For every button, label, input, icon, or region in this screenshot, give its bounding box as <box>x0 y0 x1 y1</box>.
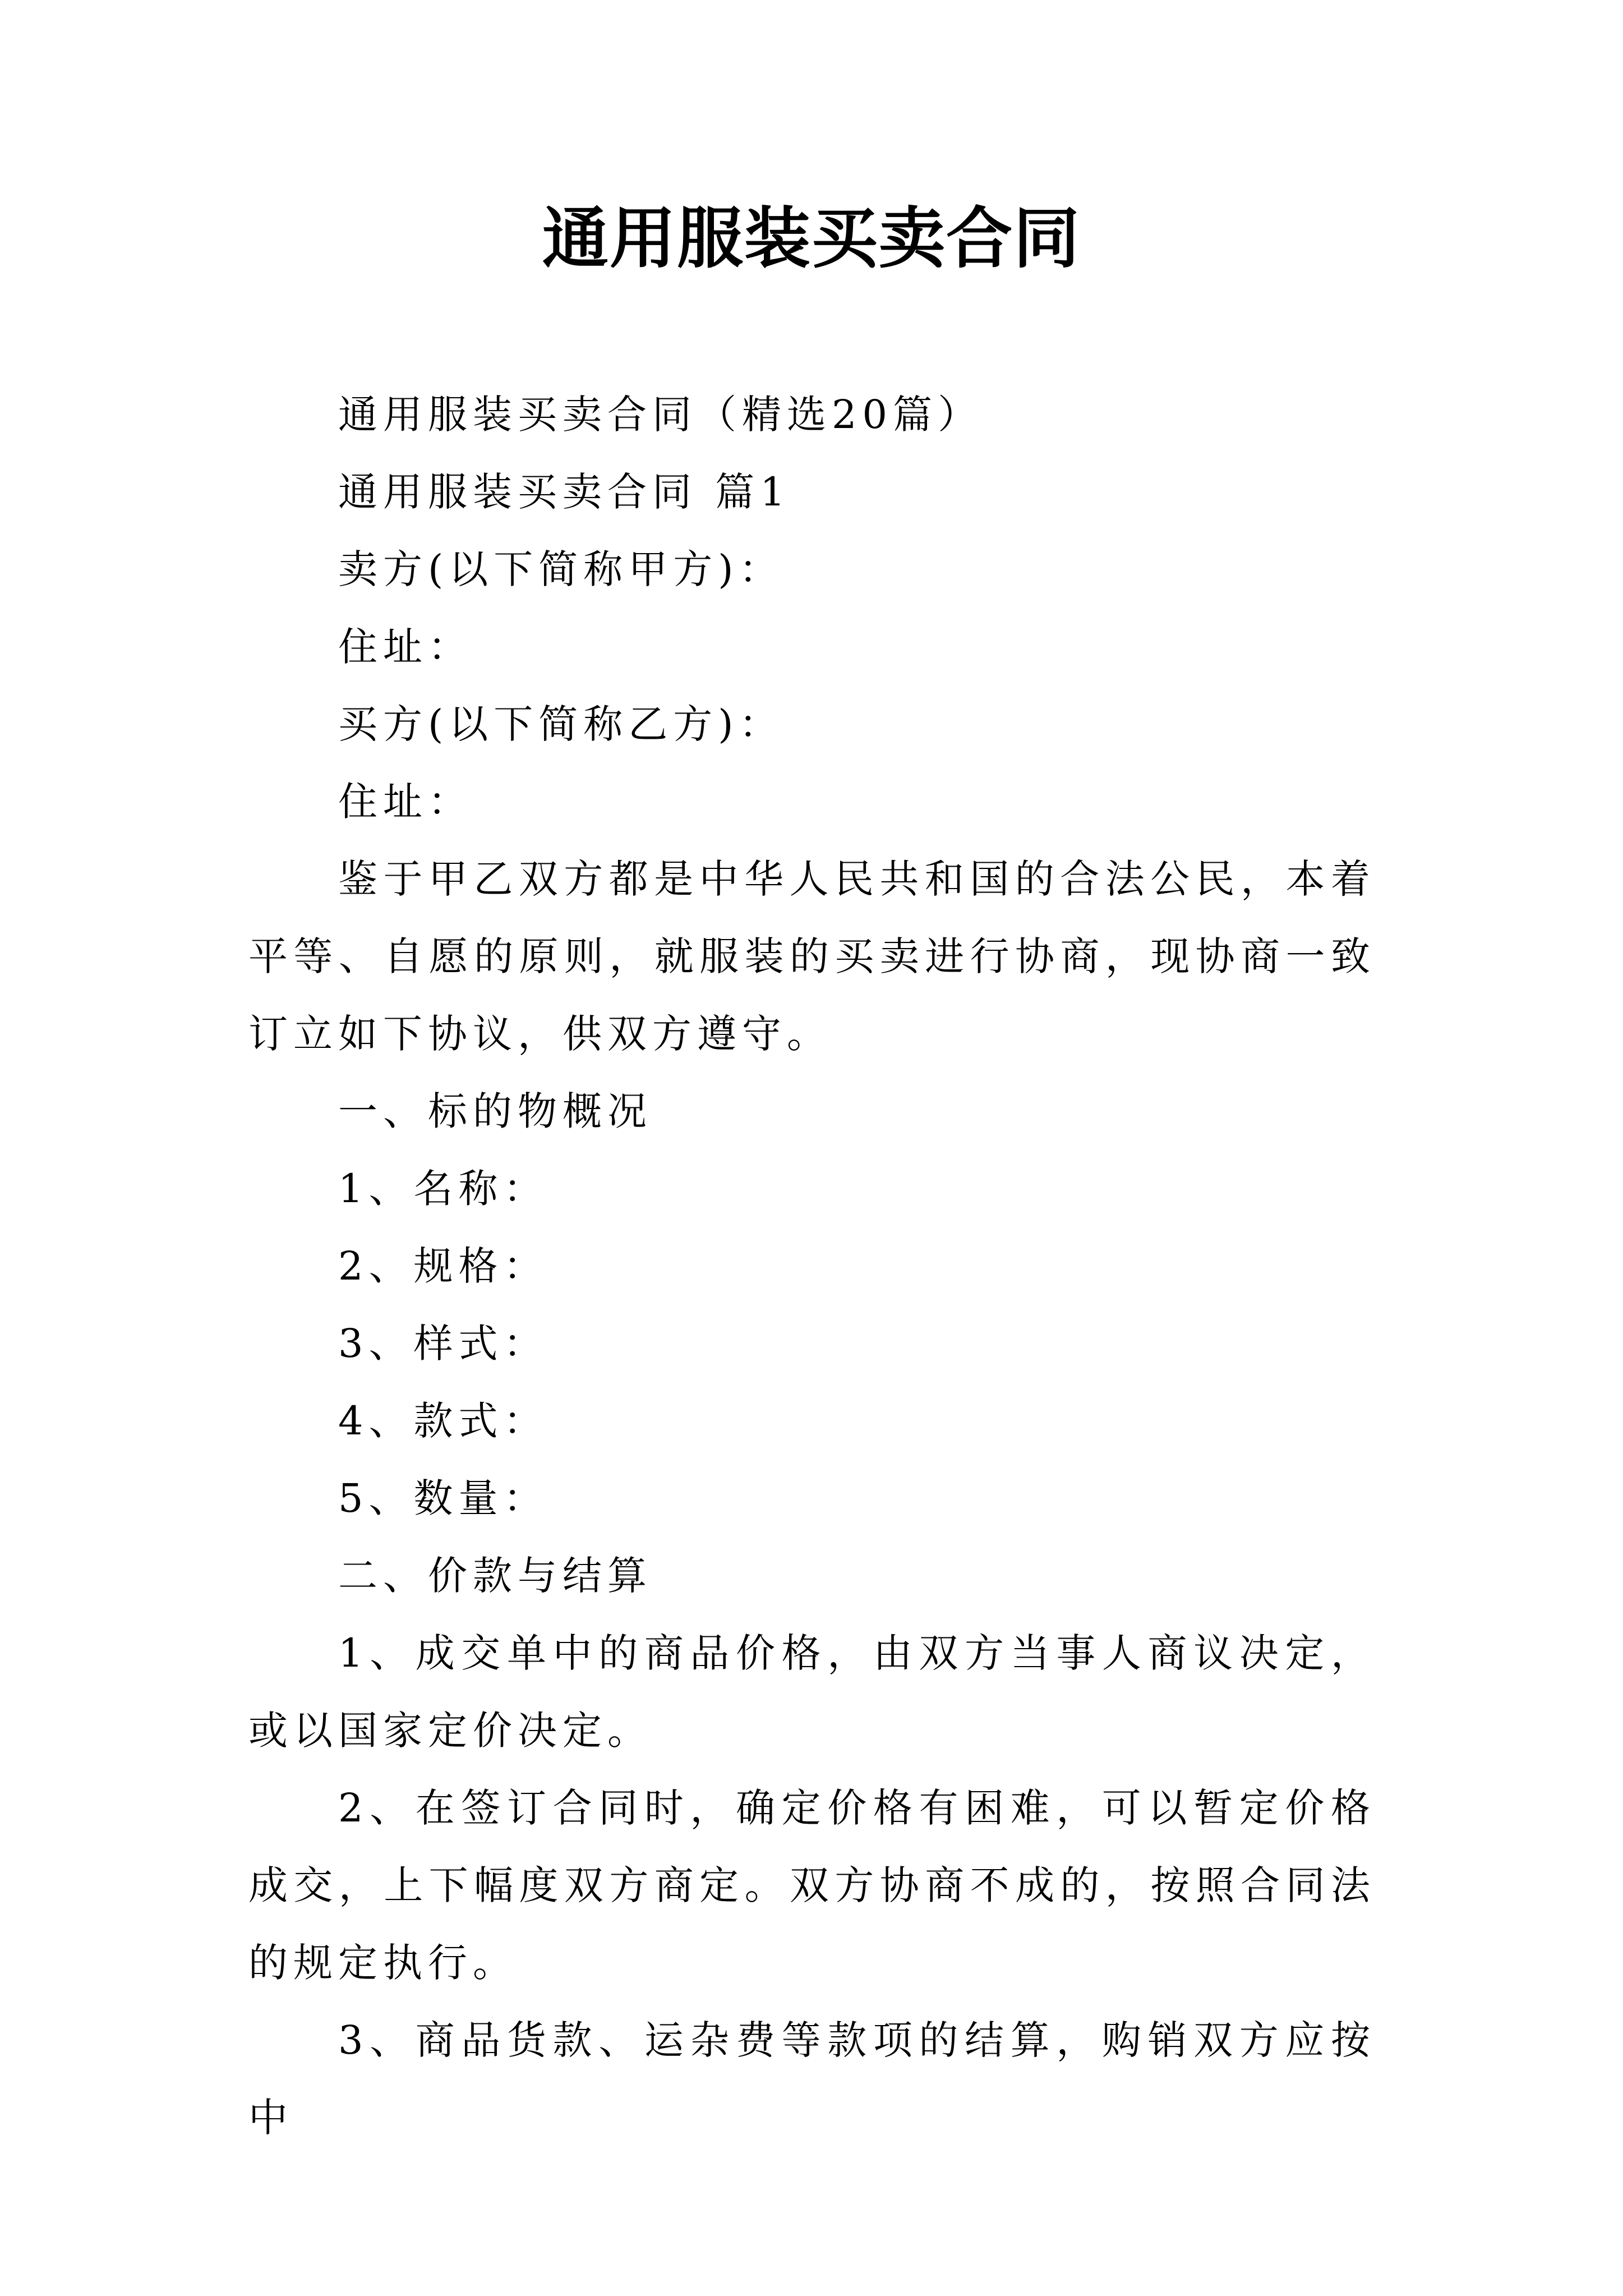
paragraph-item-model: 4、款式： <box>338 1398 548 1444</box>
paragraph-section-heading: 通用服装买卖合同 篇1 <box>338 469 791 515</box>
paragraph-price-clause-3: 3、商品货款、运杂费等款项的结算，购销双方应按中 <box>248 2017 1376 2141</box>
document-title: 通用服装买卖合同 <box>542 199 1081 277</box>
paragraph-subtitle: 通用服装买卖合同（精选20篇） <box>338 392 983 438</box>
paragraph-item-name: 1、名称： <box>338 1166 548 1212</box>
paragraph-seller: 卖方(以下简称甲方)： <box>338 546 784 592</box>
paragraph-item-spec: 2、规格： <box>338 1243 548 1289</box>
paragraph-price-clause-1: 1、成交单中的商品价格，由双方当事人商议决定，或以国家定价决定。 <box>248 1630 1376 1754</box>
paragraph-buyer: 买方(以下简称乙方)： <box>338 701 784 747</box>
paragraph-seller-address: 住址： <box>338 624 473 670</box>
paragraph-item-quantity: 5、数量： <box>338 1475 548 1521</box>
paragraph-heading-subject: 一、标的物概况 <box>338 1088 652 1134</box>
paragraph-preamble: 鉴于甲乙双方都是中华人民共和国的合法公民，本着平等、自愿的原则，就服装的买卖进行协商，现协商一致订立如下协议，供双方遵守。 <box>248 856 1376 1057</box>
document-body <box>248 376 1376 2156</box>
paragraph-item-style: 3、样式： <box>338 1320 548 1366</box>
paragraph-buyer-address: 住址： <box>338 779 473 825</box>
paragraph-heading-price: 二、价款与结算 <box>338 1553 652 1599</box>
paragraph-price-clause-2: 2、在签订合同时，确定价格有困难，可以暂定价格成交，上下幅度双方商定。双方协商不成的，按照合同法的规定执行。 <box>248 1785 1376 1986</box>
